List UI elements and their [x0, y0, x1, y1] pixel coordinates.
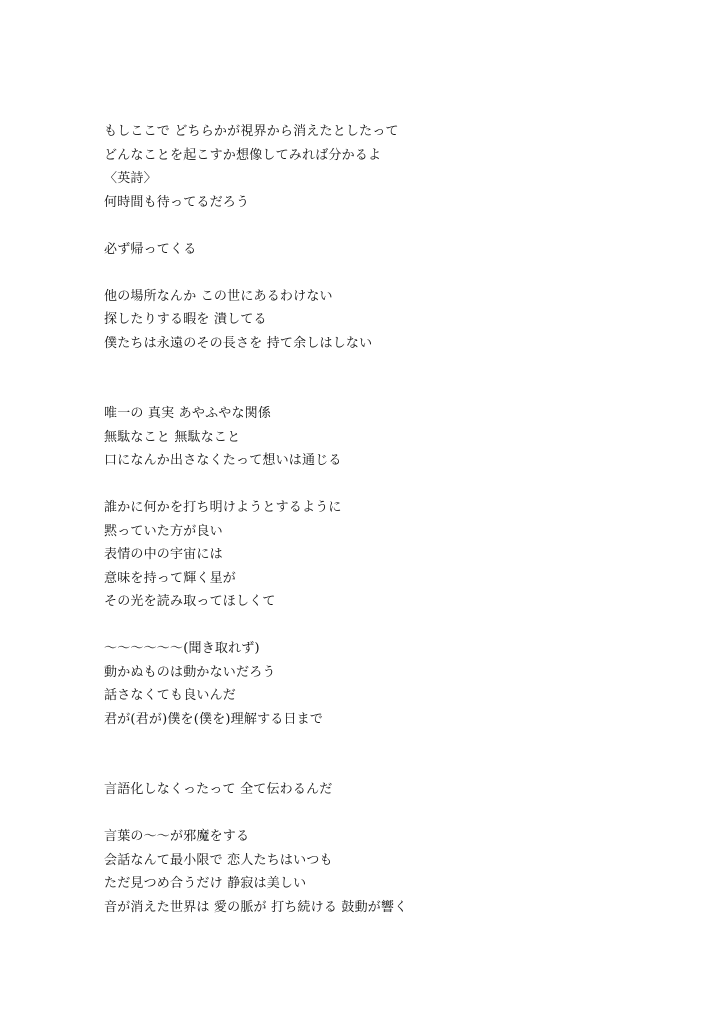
lyric-line: 音が消えた世界は 愛の脈が 打ち続ける 鼓動が響く [104, 899, 408, 915]
lyric-line: 言語化しなくったって 全て伝わるんだ [104, 782, 333, 797]
lyric-line: 話さなくても良いんだ [104, 688, 237, 703]
stanza-gap [104, 261, 704, 285]
lyric-line: ただ見つめ合うだけ 静寂は美しい [104, 876, 307, 891]
lyric-line: 会話なんて最小限で 恋人たちはいつも [104, 852, 333, 868]
lyric-line: 君が(君が)僕を(僕を)理解する日まで [104, 711, 324, 727]
lyric-line: 他の場所なんか この世にあるわけない [104, 288, 333, 304]
lyric-line: 僕たちは永遠のその長さを 持て余しはしない [104, 335, 373, 351]
lyric-line: 口になんか出さなくたって想いは通じる [104, 453, 342, 468]
lyric-line: もしここで どちらかが視界から消えたとしたって [104, 124, 399, 139]
stanza-1 [104, 120, 704, 214]
lyrics-body [104, 120, 704, 919]
lyric-line: 誰かに何かを打ち明けようとするように [104, 500, 342, 515]
lyric-line: 動かぬものは動かないだろう [104, 664, 276, 680]
lyric-line: 探したりする暇を 潰してる [104, 312, 267, 327]
lyric-line: その光を読み取ってほしくて [104, 594, 276, 609]
stanza-8 [104, 825, 704, 919]
lyric-line: 唯一の 真実 あやふやな関係 [104, 406, 272, 421]
lyric-line: 〜〜〜〜〜〜(聞き取れず) [104, 641, 260, 656]
stanza-3 [104, 285, 704, 356]
lyric-line: 言葉の〜〜が邪魔をする [104, 829, 250, 844]
stanza-5 [104, 496, 704, 614]
section-gap [104, 355, 704, 402]
lyric-line: 必ず帰ってくる [104, 241, 197, 257]
stanza-gap [104, 802, 704, 826]
lyric-line: 何時間も待ってるだろう [104, 194, 250, 210]
stanza-2 [104, 238, 704, 262]
lyric-line: 無駄なこと 無駄なこと [104, 429, 241, 445]
lyric-line: 表情の中の宇宙には [104, 547, 223, 562]
stanza-4 [104, 402, 704, 473]
section-gap [104, 731, 704, 778]
lyric-line: 〈英詩〉 [104, 171, 157, 186]
stanza-gap [104, 614, 704, 638]
lyric-line: 黙っていた方が良い [104, 523, 223, 539]
stanza-gap [104, 214, 704, 238]
stanza-gap [104, 473, 704, 497]
lyric-line: 意味を持って輝く星が [104, 570, 237, 586]
lyric-line: どんなことを起こすか想像してみれば分かるよ [104, 147, 382, 163]
stanza-6 [104, 637, 704, 731]
stanza-7 [104, 778, 704, 802]
